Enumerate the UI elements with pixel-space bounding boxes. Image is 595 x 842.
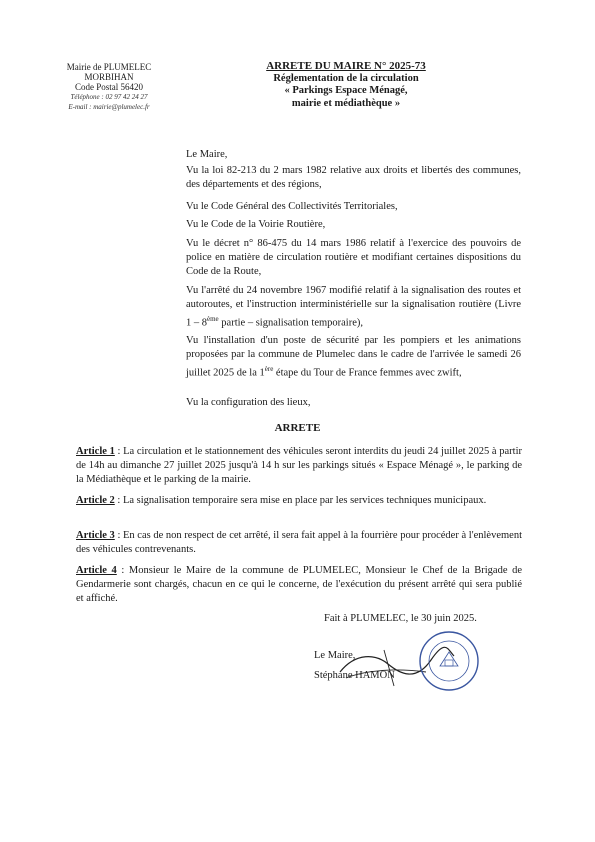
vu-text: étape du Tour de France femmes avec zwift, [273,367,462,379]
article-paragraph [76,529,522,557]
article-text: : La signalisation temporaire sera mise en place par les services techniques municipaux. [114,495,487,506]
article-text: : La circulation et le stationnement des véhicules seront interdits du jeudi 24 juillet 2025 à partir de 14h au dimanche 27 juillet 2025 jusqu'à 14 h sur les parkings situés « Espace Ménagé », le parking de la Médiathèque et le parking de la mairie. [76,446,522,485]
article-label: Article 3 [76,530,115,541]
signatory-role: Le Maire, [314,650,356,661]
mairie-postal-code: Code Postal 56420 [74,82,143,92]
mairie-address-block [34,62,184,112]
superscript: ème [207,315,219,323]
arrete-section-title: ARRETE [274,422,321,434]
article-paragraph [76,564,522,606]
preamble-vu-paragraph [186,284,521,331]
arrete-subject-line: Réglementation de la circulation [273,72,419,84]
preamble-vu-paragraph: Vu le Code de la Voirie Routière, [186,219,326,230]
article-label: Article 1 [76,446,115,457]
preamble-le-maire: Le Maire, [186,149,228,160]
mairie-seal-stamp [418,630,480,692]
vu-text: Vu l'installation d'un poste de sécurité par les pompiers et les animations proposées par la commune de Plumelec dans le cadre de l'arrivée le samedi 26 juillet 2025 de la 1 [186,335,521,379]
article-text: : Monsieur le Maire de la commune de PLUMELEC, Monsieur le Chef de la Brigade de Gendarmerie sont chargés, chacun en ce qui le concerne, de l'exécution du présent arrêté qui sera publié et affiché. [76,565,523,604]
preamble-vu-paragraph: Vu la loi 82-213 du 2 mars 1982 relative aux droits et libertés des communes, des départements et des régions, [186,165,521,190]
arrete-subject-line: mairie et médiathèque » [291,97,401,109]
place-and-date: Fait à PLUMELEC, le 30 juin 2025. [324,613,477,624]
mairie-phone: Téléphone : 02 97 42 24 27 [70,93,148,101]
arrete-number-title: ARRETE DU MAIRE N° 2025-73 [266,60,426,72]
preamble-vu-paragraph: Vu la configuration des lieux, [186,397,311,408]
signatory-name: Stéphane HAMON [314,670,395,681]
article-label: Article 2 [76,495,115,506]
preamble-vu-paragraph [186,334,521,381]
arrete-header [246,60,446,110]
mairie-department: MORBIHAN [84,72,134,82]
vu-text: Vu l'arrêté du 24 novembre 1967 modifié relatif à la signalisation des routes et autoroutes, et l'instruction interministérielle sur la signalisation routière (Livre 1 – 8 [186,285,521,329]
preamble-vu-paragraph: Vu le Code Général des Collectivités Territoriales, [186,201,398,212]
mairie-name: Mairie de PLUMELEC [66,62,152,72]
arrete-subject-line: « Parkings Espace Ménagé, [284,85,408,96]
mairie-email: E-mail : mairie@plumelec.fr [68,103,150,111]
article-paragraph [76,445,522,487]
article-paragraph [76,494,522,508]
article-label: Article 4 [76,565,117,576]
article-text: : En cas de non respect de cet arrêté, il sera fait appel à la fourrière pour procéder à l'enlèvement des véhicules contrevenants. [76,530,522,555]
vu-text: partie – signalisation temporaire), [218,317,364,329]
superscript: ère [264,365,274,373]
preamble-vu-paragraph: Vu le décret n° 86-475 du 14 mars 1986 relatif à l'exercice des pouvoirs de police en matière de circulation routière et modifiant certaines dispositions du Code de la Route, [186,238,521,277]
